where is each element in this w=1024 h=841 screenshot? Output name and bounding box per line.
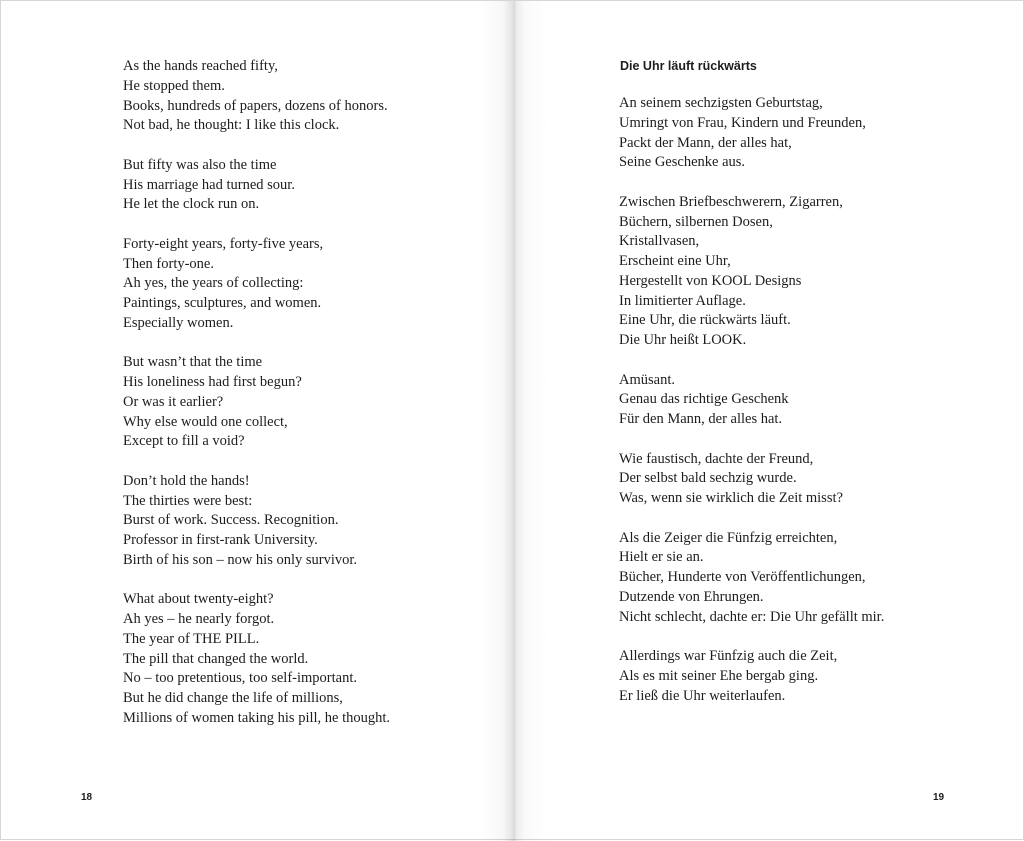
left-page (1, 1, 513, 841)
poem-line: Forty-eight years, forty-five years, (123, 235, 324, 252)
poem-line: Burst of work. Success. Recognition. (123, 512, 339, 529)
poem-line: As the hands reached fifty, (123, 58, 278, 74)
poem-line: He let the clock run on. (123, 196, 260, 213)
poem-line: The thirties were best: (123, 492, 253, 509)
poem-line: But fifty was also the time (123, 156, 277, 173)
poem-line: Why else would one collect, (123, 413, 288, 430)
page-number: 19 (933, 792, 945, 803)
stanza (619, 371, 884, 430)
poem-line: Seine Geschenke aus. (619, 154, 746, 171)
poem-line: Umringt von Frau, Kindern und Freunden, (619, 114, 866, 131)
poem-line: Hielt er sie an. (619, 549, 704, 566)
poem-line: Don’t hold the hands! (123, 472, 250, 489)
poem-line: Als die Zeiger die Fünfzig erreichten, (619, 529, 838, 546)
poem-line: Allerdings war Fünfzig auch die Zeit, (619, 648, 838, 664)
poem-line: Nicht schlecht, dachte er: Die Uhr gefällt mir. (619, 608, 885, 625)
stanza (619, 94, 884, 173)
poem-line: Kristallvasen, (619, 233, 700, 250)
poem-line: Was, wenn sie wirklich die Zeit misst? (619, 490, 843, 506)
stanza (123, 590, 390, 728)
stanza (619, 529, 884, 628)
poem-line: Ah yes, the years of collecting: (123, 275, 304, 292)
poem-line: Ah yes – he nearly forgot. (123, 611, 275, 627)
poem-title: Die Uhr läuft rückwärts (620, 59, 757, 73)
poem-line: Then forty-one. (123, 255, 214, 272)
poem-line: Büchern, silbernen Dosen, (619, 213, 773, 230)
poem-line: He stopped them. (123, 77, 225, 94)
poem-line: But he did change the life of millions, (123, 690, 343, 706)
poem-line: Er ließ die Uhr weiterlaufen. (619, 687, 786, 704)
poem-line: Amüsant. (619, 371, 675, 388)
poem-line: Or was it earlier? (123, 393, 224, 410)
poem-line: Paintings, sculptures, and women. (123, 295, 322, 311)
poem-line: Professor in first-rank University. (123, 532, 318, 548)
stanza (619, 450, 884, 509)
poem-line: In limitierter Auflage. (619, 292, 746, 309)
poem-line: Zwischen Briefbeschwerern, Zigarren, (619, 193, 843, 210)
right-page (513, 1, 1024, 841)
poem-line: Especially women. (123, 314, 234, 331)
stanza (123, 472, 390, 571)
poem-line: Die Uhr heißt LOOK. (619, 332, 747, 348)
poem-line: The year of THE PILL. (123, 630, 260, 647)
poem-line: An seinem sechzigsten Geburtstag, (619, 95, 823, 111)
poem-line: Millions of women taking his pill, he thought. (123, 709, 391, 726)
poem-line: Books, hundreds of papers, dozens of honors. (123, 97, 388, 114)
poem-line: His marriage had turned sour. (123, 176, 295, 193)
stanza (123, 353, 390, 452)
poem-line: Für den Mann, der alles hat. (619, 411, 783, 427)
poem-line: Genau das richtige Geschenk (619, 391, 789, 408)
poem-line: Except to fill a void? (123, 433, 245, 450)
poem-line: But wasn’t that the time (123, 354, 263, 371)
stanza (123, 156, 390, 215)
poem-line: Birth of his son – now his only survivor. (123, 551, 358, 568)
poem-line: Als es mit seiner Ehe bergab ging. (619, 667, 819, 684)
poem-line: His loneliness had first begun? (123, 374, 302, 390)
poem-line: Not bad, he thought: I like this clock. (123, 117, 340, 134)
poem-line: Packt der Mann, der alles hat, (619, 134, 792, 151)
poem-line: Der selbst bald sechzig wurde. (619, 470, 797, 487)
german-poem (619, 94, 884, 706)
english-poem (123, 57, 390, 729)
stanza (619, 193, 884, 351)
stanza (123, 57, 390, 136)
poem-line: Eine Uhr, die rückwärts läuft. (619, 312, 791, 329)
poem-line: Dutzende von Ehrungen. (619, 588, 764, 605)
stanza (619, 647, 884, 706)
stanza (123, 235, 390, 334)
poem-line: What about twenty-eight? (123, 591, 274, 608)
page-number: 18 (81, 792, 93, 803)
poem-line: Wie faustisch, dachte der Freund, (619, 450, 814, 467)
poem-line: No – too pretentious, too self-important. (123, 670, 357, 687)
poem-line: The pill that changed the world. (123, 650, 309, 667)
poem-line: Erscheint eine Uhr, (619, 253, 731, 269)
poem-line: Bücher, Hunderte von Veröffentlichungen, (619, 569, 866, 585)
poem-line: Hergestellt von KOOL Designs (619, 272, 802, 289)
